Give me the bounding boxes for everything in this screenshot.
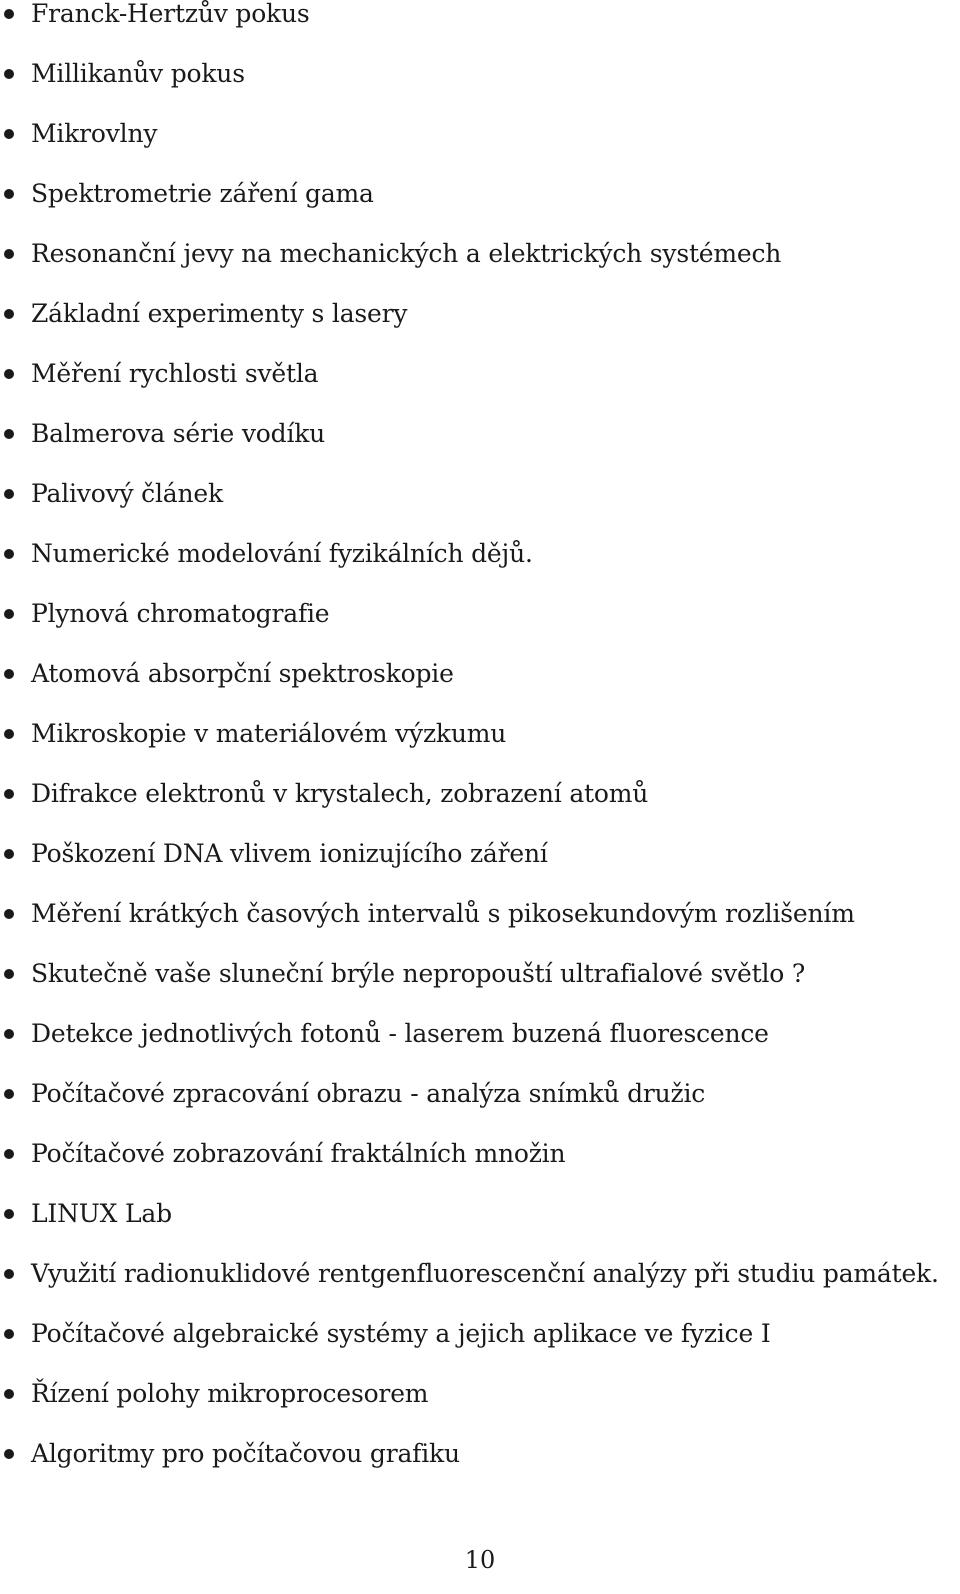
bullet-icon [4, 129, 14, 139]
list-item-label: Poškození DNA vlivem ionizujícího záření [31, 839, 548, 868]
bullet-icon [4, 1449, 14, 1459]
list-item [0, 414, 325, 454]
list-item-label: Řízení polohy mikroprocesorem [31, 1379, 429, 1408]
list-item [0, 1194, 172, 1234]
list-item [0, 894, 855, 934]
list-item-label: Mikrovlny [31, 119, 158, 148]
list-item [0, 234, 781, 274]
list-item [0, 1434, 460, 1474]
list-item-label: Počítačové zobrazování fraktálních množin [31, 1139, 566, 1168]
bullet-icon [4, 669, 14, 679]
list-item-label: Difrakce elektronů v krystalech, zobrazení atomů [31, 779, 649, 808]
bullet-icon [4, 549, 14, 559]
bullet-icon [4, 1389, 14, 1399]
list-item [0, 54, 245, 94]
list-item [0, 294, 407, 334]
list-item-label: Numerické modelování fyzikálních dějů. [31, 539, 533, 568]
bullet-icon [4, 489, 14, 499]
list-item-label: Balmerova série vodíku [31, 419, 326, 448]
list-item [0, 354, 318, 394]
list-item [0, 1374, 428, 1414]
list-item-label: Počítačové algebraické systémy a jejich aplikace ve fyzice I [31, 1319, 771, 1348]
bullet-icon [4, 9, 14, 19]
list-item [0, 1134, 565, 1174]
list-item [0, 1254, 939, 1294]
list-item-label: Palivový článek [31, 479, 223, 508]
bullet-icon [4, 369, 14, 379]
list-item [0, 1014, 769, 1054]
list-item-label: Měření krátkých časových intervalů s pikosekundovým rozlišením [31, 899, 855, 928]
list-item-label: Resonanční jevy na mechanických a elektrických systémech [31, 239, 782, 268]
list-item [0, 534, 533, 574]
list-item-label: Franck-Hertzův pokus [31, 0, 310, 28]
list-item [0, 774, 648, 814]
bullet-icon [4, 969, 14, 979]
list-item-label: Počítačové zpracování obrazu - analýza snímků družic [31, 1079, 706, 1108]
list-item [0, 594, 329, 634]
list-item [0, 1314, 771, 1354]
bullet-icon [4, 309, 14, 319]
list-item [0, 1074, 705, 1114]
bullet-icon [4, 609, 14, 619]
bullet-icon [4, 1269, 14, 1279]
bullet-icon [4, 1029, 14, 1039]
list-item [0, 114, 157, 154]
list-item-label: Měření rychlosti světla [31, 359, 319, 388]
bullet-icon [4, 69, 14, 79]
bullet-icon [4, 789, 14, 799]
list-item-label: Využití radionuklidové rentgenfluorescenční analýzy při studiu památek. [31, 1259, 939, 1288]
list-item-label: Skutečně vaše sluneční brýle nepropouští ultrafialové světlo ? [31, 959, 806, 988]
list-item-label: Mikroskopie v materiálovém výzkumu [31, 719, 507, 748]
list-item-label: Spektrometrie záření gama [31, 179, 374, 208]
list-item [0, 174, 374, 214]
list-item [0, 0, 310, 34]
bullet-icon [4, 189, 14, 199]
bullet-icon [4, 1089, 14, 1099]
list-item-label: Algoritmy pro počítačovou grafiku [31, 1439, 460, 1468]
list-item [0, 474, 223, 514]
bullet-icon [4, 849, 14, 859]
list-item-label: Atomová absorpční spektroskopie [31, 659, 454, 688]
bullet-icon [4, 1329, 14, 1339]
bullet-icon [4, 1209, 14, 1219]
bullet-icon [4, 909, 14, 919]
page-number: 10 [464, 1546, 496, 1574]
bullet-icon [4, 429, 14, 439]
list-item-label: Základní experimenty s lasery [31, 299, 408, 328]
bullet-icon [4, 249, 14, 259]
bullet-icon [4, 1149, 14, 1159]
list-item-label: Millikanův pokus [31, 59, 245, 88]
list-item-label: Detekce jednotlivých fotonů - laserem buzená fluorescence [31, 1019, 769, 1048]
list-item-label: Plynová chromatografie [31, 599, 330, 628]
list-item [0, 654, 454, 694]
list-item [0, 834, 548, 874]
list-item-label: LINUX Lab [31, 1199, 172, 1228]
bullet-icon [4, 729, 14, 739]
list-item [0, 954, 805, 994]
list-item [0, 714, 506, 754]
